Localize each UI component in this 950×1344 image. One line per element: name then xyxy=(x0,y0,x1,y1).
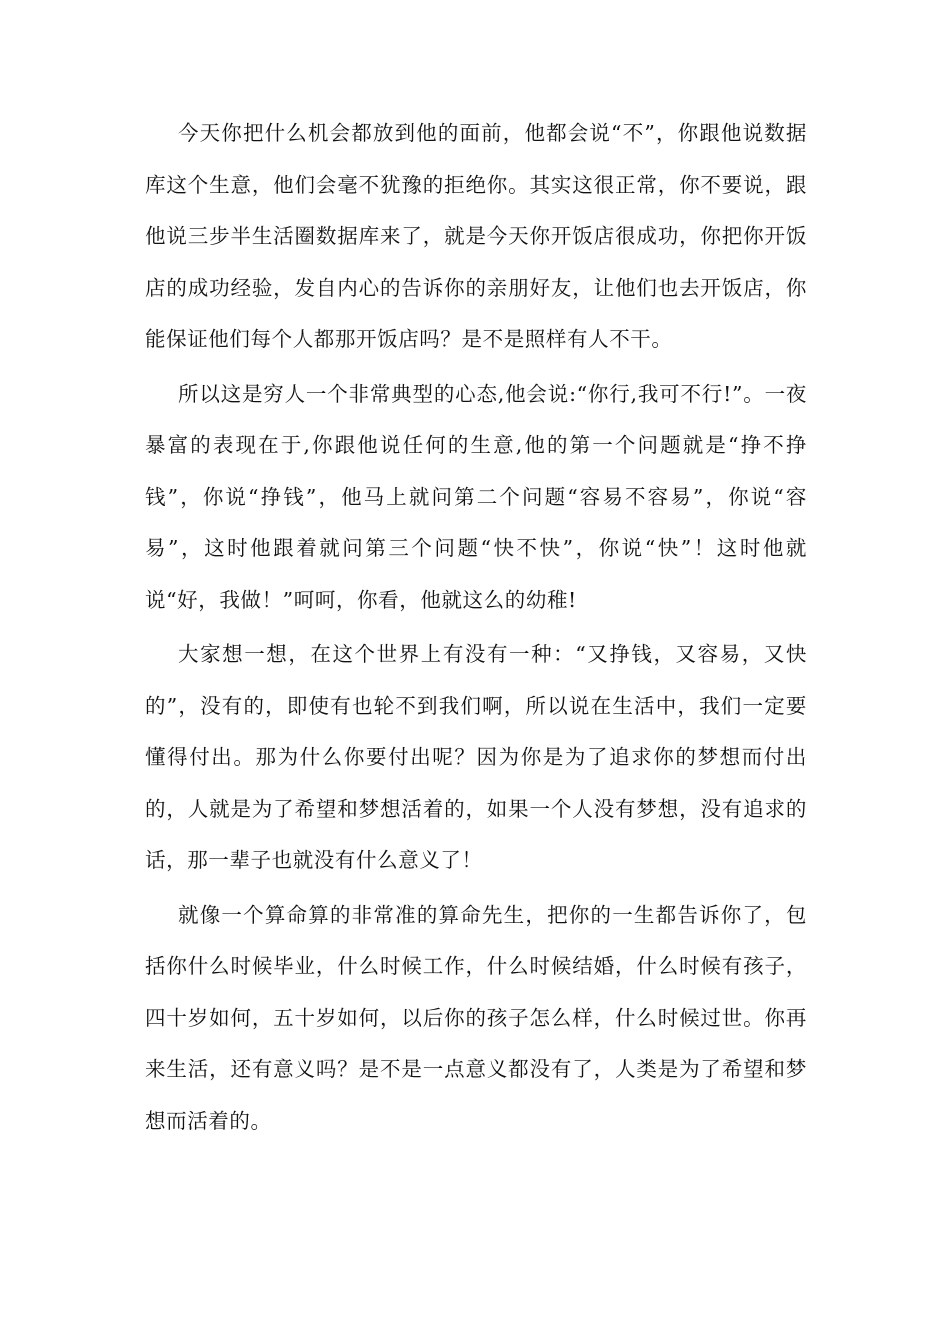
paragraph-4: 就像一个算命算的非常准的算命先生，把你的一生都告诉你了，包括你什么时候毕业，什么时候工作，什么时候结婚，什么时候有孩子，四十岁如何，五十岁如何，以后你的孩子怎么样，什么时候过世。你再来生活，还有意义吗？是不是一点意义都没有了，人类是为了希望和梦想而活着的。 xyxy=(145,902,807,1133)
paragraph-2: 所以这是穷人一个非常典型的心态,他会说:“你行,我可不行!”。一夜暴富的表现在于,你跟他说任何的生意,他的第一个问题就是“挣不挣钱”，你说“挣钱”，他马上就问第二个问题“容易不容易”，你说“容易”，这时他跟着就问第三个问题“快不快”，你说“快”！这时他就说“好，我做！”呵呵，你看，他就这么的幼稚! xyxy=(145,381,807,612)
paragraph-1: 今天你把什么机会都放到他的面前，他都会说“不”，你跟他说数据库这个生意，他们会毫不犹豫的拒绝你。其实这很正常，你不要说，跟他说三步半生活圈数据库来了，就是今天你开饭店很成功，你把你开饭店的成功经验，发自内心的告诉你的亲朋好友，让他们也去开饭店，你能保证他们每个人都那开饭店吗？是不是照样有人不干。 xyxy=(145,121,807,351)
paragraph-3: 大家想一想，在这个世界上有没有一种：“又挣钱，又容易，又快的”，没有的，即使有也轮不到我们啊，所以说在生活中，我们一定要懂得付出。那为什么你要付出呢？因为你是为了追求你的梦想而付出的，人就是为了希望和梦想活着的，如果一个人没有梦想，没有追求的话，那一辈子也就没有什么意义了！ xyxy=(145,642,807,872)
document-body xyxy=(145,108,807,1147)
